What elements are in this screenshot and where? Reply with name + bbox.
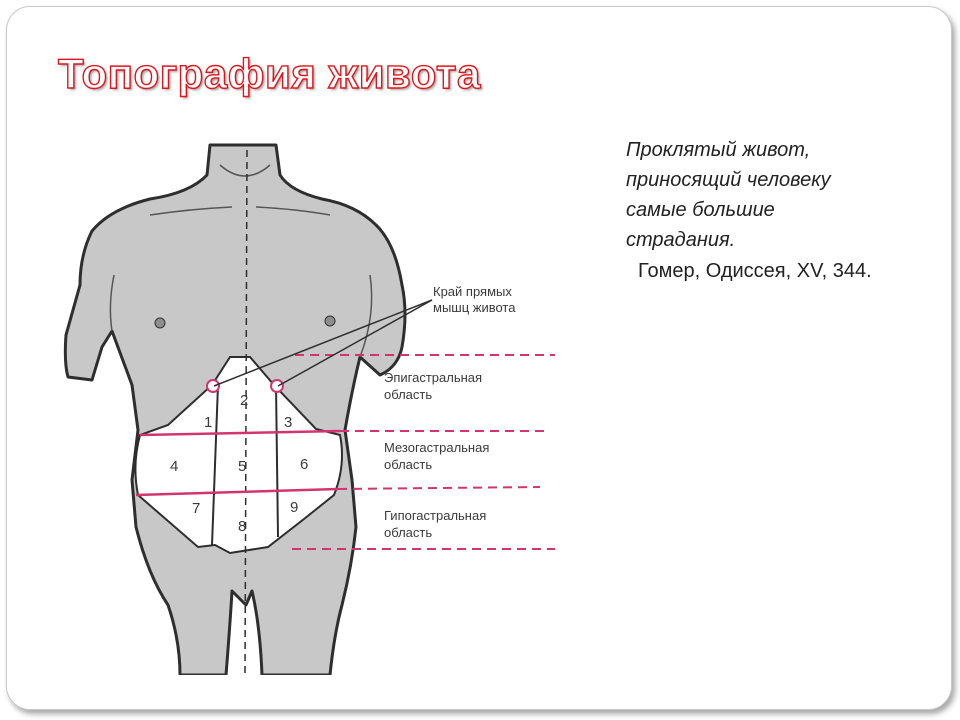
abdomen-topography-figure — [40, 135, 580, 675]
left-nipple — [155, 318, 165, 328]
hypogastric-label-line-1: Гипогастральная — [384, 508, 487, 523]
rectus-edge-marker-right — [271, 380, 283, 392]
region-number: 6 — [300, 456, 309, 473]
region-number: 4 — [170, 458, 179, 475]
hypogastric-label-line-2: область — [384, 525, 433, 540]
epigastric-label-line-1: Эпигастральная — [384, 370, 483, 385]
mesogastric-label-line-1: Мезогастральная — [384, 440, 490, 455]
slide-title: Топография живота — [58, 50, 481, 97]
callout-label-line-2: мышц живота — [433, 300, 516, 315]
callout-label-line-1: Край прямых — [433, 284, 512, 299]
epigraph-quote — [626, 135, 926, 255]
quote-line: приносящий человеку — [626, 169, 831, 191]
region-number: 9 — [290, 499, 299, 516]
quote-line: Проклятый живот, — [626, 139, 811, 161]
region-number: 1 — [204, 414, 213, 431]
epigastric-label-line-2: область — [384, 387, 433, 402]
right-nipple — [325, 316, 335, 326]
region-number: 2 — [240, 392, 249, 409]
quote-attribution: Гомер, Одиссея, XV, 344. — [638, 260, 872, 282]
quote-line: самые большие — [626, 199, 775, 221]
lower-plane-dash-line — [338, 487, 540, 489]
rectus-edge-marker-left — [207, 380, 219, 392]
region-number: 7 — [192, 500, 201, 517]
region-number: 8 — [238, 518, 247, 535]
region-number: 3 — [284, 414, 293, 431]
quote-line: страдания. — [626, 229, 736, 251]
mesogastric-label-line-2: область — [384, 457, 433, 472]
region-number: 5 — [238, 458, 247, 475]
